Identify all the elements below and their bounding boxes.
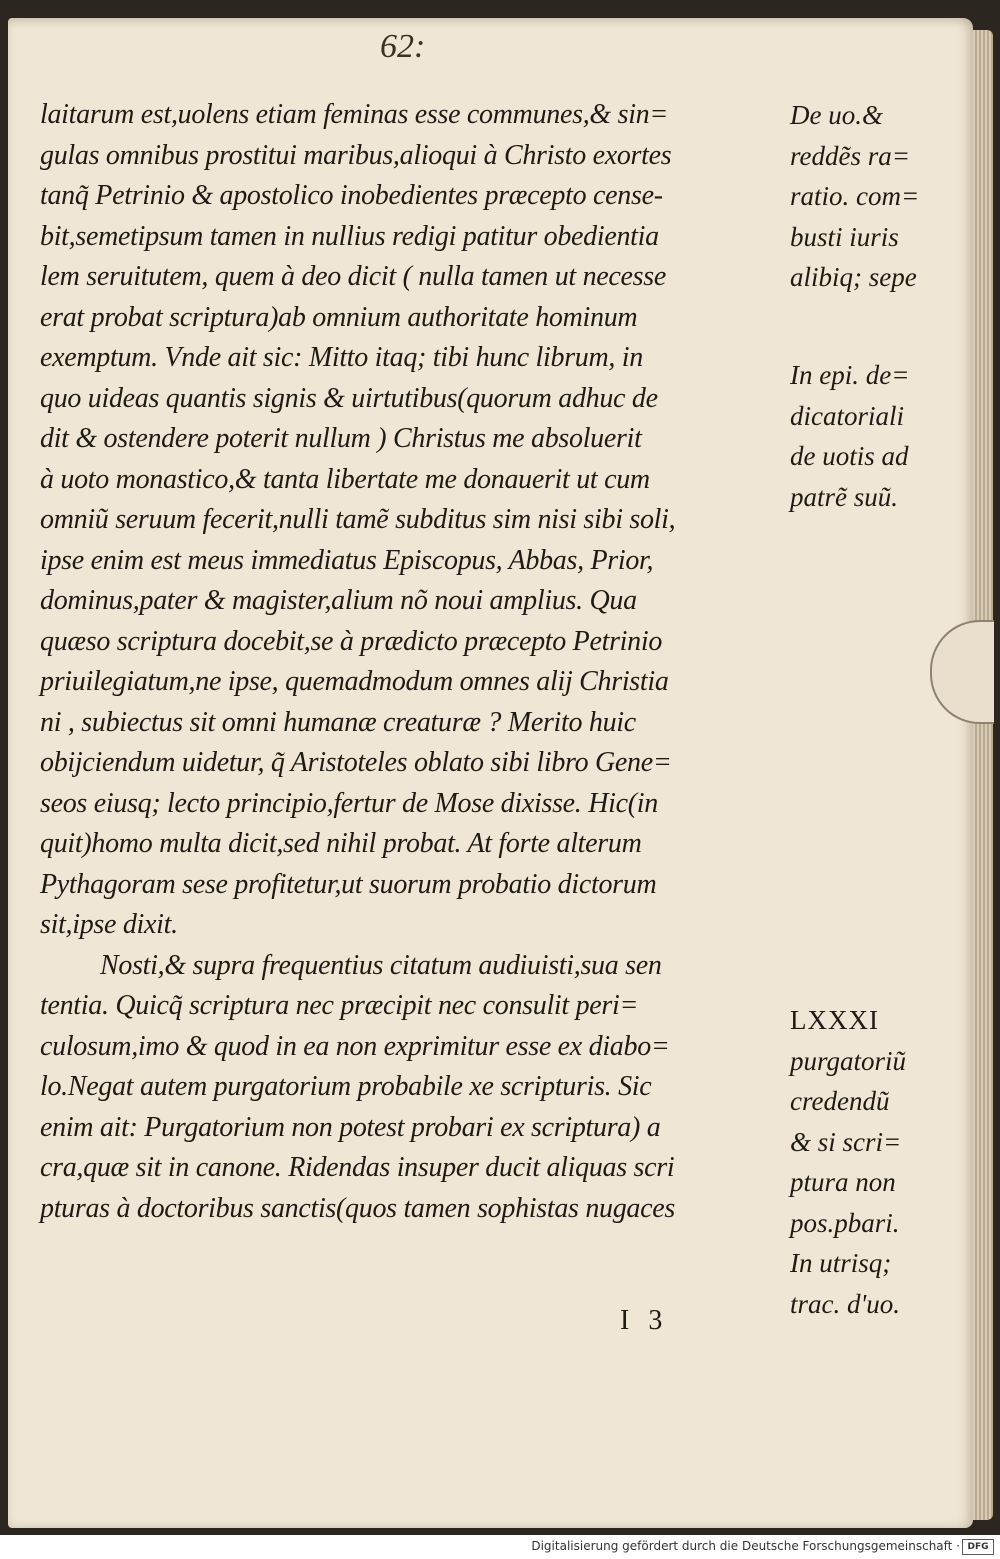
marginal-line: reddẽs ra= (790, 140, 910, 171)
folio-number: 62: (380, 28, 426, 65)
text-line: pturas à doctoribus sanctis(quos tamen sophistas nugaces (40, 1192, 675, 1224)
text-line: ipse enim est meus immediatus Episcopus, Abbas, Prior, (40, 544, 654, 576)
text-line: Pythagoram sese profitetur,ut suorum probatio dictorum (40, 868, 657, 900)
text-line: seos eiusq; lecto principio,fertur de Mose dixisse. Hic(in (40, 787, 658, 819)
text-line: dominus,pater & magister,alium nõ noui amplius. Qua (40, 585, 637, 616)
marginal-line: In utrisq; (790, 1248, 892, 1278)
marginal-line: dicatoriali (790, 400, 904, 431)
text-line: lo.Negat autem purgatorium probabile xe scripturis. Sic (40, 1071, 652, 1102)
marginal-line: credendũ (790, 1086, 890, 1116)
marginal-line: de uotis ad (790, 441, 909, 471)
marginal-line: & si scri= (790, 1126, 902, 1157)
marginal-line: trac. d'uo. (790, 1288, 901, 1319)
marginal-line: In epi. de= (790, 360, 910, 390)
text-line: priuilegiatum,ne ipse, quemadmodum omnes alij Christia (40, 666, 669, 697)
main-text-block (40, 95, 780, 1229)
text-line: culosum,imo & quod in ea non exprimitur esse ex diabo= (40, 1030, 670, 1062)
text-line: à uoto monastico,& tanta libertate me donauerit ut cum (40, 463, 650, 495)
text-line: bit,semetipsum tamen in nullius redigi patitur obedientia (40, 220, 659, 252)
text-line: obijciendum uidetur, q̃ Aristoteles oblato sibi libro Gene= (40, 747, 672, 778)
text-line: enim ait: Purgatorium non potest probari ex scriptura) a (40, 1111, 661, 1143)
text-line: cra,quæ sit in canone. Ridendas insuper ducit aliquas scri (40, 1152, 675, 1183)
marginal-line: De uo.& (790, 100, 883, 130)
text-line: exemptum. Vnde ait sic: Mitto itaq; tibi hunc librum, in (40, 342, 643, 373)
text-line: tentia. Quicq̃ scriptura nec præcipit nec consulit peri= (40, 990, 639, 1021)
text-line: laitarum est,uolens etiam feminas esse communes,& sin= (40, 99, 668, 130)
text-line: dit & ostendere poterit nullum ) Christus me absoluerit (40, 423, 642, 454)
marginal-line: purgatoriũ (790, 1045, 907, 1076)
text-line: tanq̃ Petrinio & apostolico inobedientes præcepto cense- (40, 180, 663, 211)
marginal-line: ratio. com= (790, 181, 920, 211)
dfg-logo-icon: DFG (962, 1539, 994, 1555)
text-line: quæso scriptura docebit,se à prædicto præcepto Petrinio (40, 625, 663, 657)
paragraph-start-line: Nosti,& supra frequentius citatum audiuisti,sua sen (100, 949, 662, 981)
marginal-line: alibiq; sepe (790, 262, 917, 292)
section-numeral: LXXXI (790, 1005, 879, 1035)
marginal-line: busti iuris (790, 221, 899, 252)
text-line: quit)homo multa dicit,sed nihil probat. At forte alterum (40, 828, 642, 859)
text-line: omniũ seruum fecerit,nulli tamẽ subditus sim nisi sibi soli, (40, 504, 676, 535)
marginal-line: patrẽ suũ. (790, 481, 898, 512)
text-line: sit,ipse dixit. (40, 909, 178, 940)
dfg-credit-text: Digitalisierung gefördert durch die Deutsche Forschungsgemeinschaft · (531, 1539, 960, 1553)
signature-mark: I 3 (620, 1305, 669, 1336)
text-line: lem seruitutem, quem à deo dicit ( nulla tamen ut necesse (40, 261, 666, 292)
marginal-line: pos.pbari. (790, 1207, 900, 1238)
text-line: erat probat scriptura)ab omnium authoritate hominum (40, 301, 638, 333)
digitization-footer (0, 1535, 1000, 1559)
marginal-note-1 (790, 95, 950, 298)
text-line: quo uideas quantis signis & uirtutibus(quorum adhuc de (40, 382, 658, 414)
text-line: ni , subiectus sit omni humanæ creaturæ ? Merito huic (40, 706, 636, 738)
text-line: gulas omnibus prostitui maribus,alioqui à Christo exortes (40, 139, 672, 171)
marginal-note-2 (790, 355, 950, 517)
marginal-line: ptura non (790, 1167, 896, 1197)
marginal-note-3 (790, 1000, 950, 1324)
